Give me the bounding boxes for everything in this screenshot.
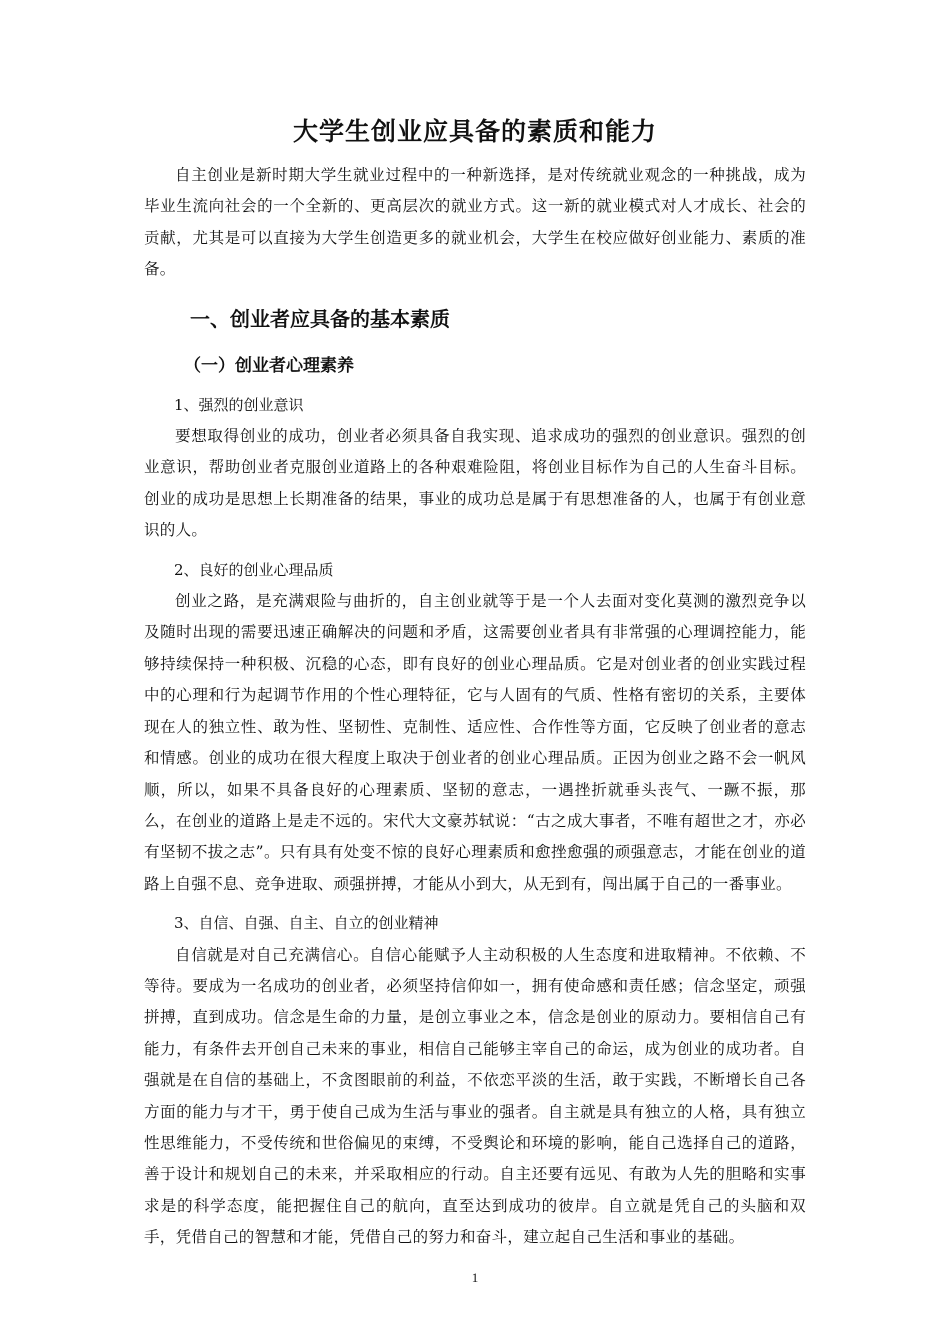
item-body-3: 自信就是对自己充满信心。自信心能赋予人主动积极的人生态度和进取精神。不依赖、不等待。要成为一名成功的创业者，必须坚持信仰如一，拥有使命感和责任感；信念坚定，顽强拼搏，直到成功。信念是生命的力量，是创立事业之本，信念是创业的原动力。要相信自己有能力，有条件去开创自己未来的事业，相信自己能够主宰自己的命运，成为创业的成功者。自强就是在自信的基础上，不贪图眼前的利益，不依恋平淡的生活，敢于实践，不断增长自己各方面的能力与才干，勇于使自己成为生活与事业的强者。自主就是具有独立的人格，具有独立性思维能力，不受传统和世俗偏见的束缚，不受舆论和环境的影响，能自己选择自己的道路，善于设计和规划自己的未来，并采取相应的行动。自主还要有远见、有敢为人先的胆略和实事求是的科学态度，能把握住自己的航向，直至达到成功的彼岸。自立就是凭自己的头脑和双手，凭借自己的智慧和才能，凭借自己的努力和奋斗，建立起自己生活和事业的基础。 (144, 945, 806, 1247)
page-content (144, 112, 806, 1254)
page-number: 1 (471, 1270, 479, 1285)
item-title-3: 3、自信、自强、自主、自立的创业精神 (174, 914, 439, 933)
item-title-1: 1、强烈的创业意识 (174, 395, 304, 414)
section-heading: 一、创业者应具备的基本素质 (190, 306, 450, 331)
subsection-heading: （一）创业者心理素养 (184, 355, 354, 376)
intro-paragraph: 自主创业是新时期大学生就业过程中的一种新选择，是对传统就业观念的一种挑战，成为毕业生流向社会的一个全新的、更高层次的就业方式。这一新的就业模式对人才成长、社会的贡献，尤其是可以直接为大学生创造更多的就业机会，大学生在校应做好创业能力、素质的准备。 (144, 166, 806, 279)
item-body-1: 要想取得创业的成功，创业者必须具备自我实现、追求成功的强烈的创业意识。强烈的创业意识，帮助创业者克服创业道路上的各种艰难险阻，将创业目标作为自己的人生奋斗目标。创业的成功是思想上长期准备的结果，事业的成功总是属于有思想准备的人，也属于有创业意识的人。 (144, 427, 806, 540)
item-body-2: 创业之路，是充满艰险与曲折的，自主创业就等于是一个人去面对变化莫测的激烈竞争以及随时出现的需要迅速正确解决的问题和矛盾，这需要创业者具有非常强的心理调控能力，能够持续保持一种积极、沉稳的心态，即有良好的创业心理品质。它是对创业者的创业实践过程中的心理和行为起调节作用的个性心理特征，它与人固有的气质、性格有密切的关系，主要体现在人的独立性、敢为性、坚韧性、克制性、适应性、合作性等方面，它反映了创业者的意志和情感。创业的成功在很大程度上取决于创业者的创业心理品质。正因为创业之路不会一帆风顺，所以，如果不具备良好的心理素质、坚韧的意志，一遇挫折就垂头丧气、一蹶不振，那么，在创业的道路上是走不远的。宋代大文豪苏轼说：“古之成大事者，不唯有超世之才，亦必有坚韧不拔之志”。只有具有处变不惊的良好心理素质和愈挫愈强的顽强意志，才能在创业的道路上自强不息、竞争进取、顽强拼搏，才能从小到大，从无到有，闯出属于自己的一番事业。 (144, 592, 806, 893)
item-title-2: 2、良好的创业心理品质 (174, 560, 334, 579)
document-title: 大学生创业应具备的素质和能力 (292, 117, 657, 146)
